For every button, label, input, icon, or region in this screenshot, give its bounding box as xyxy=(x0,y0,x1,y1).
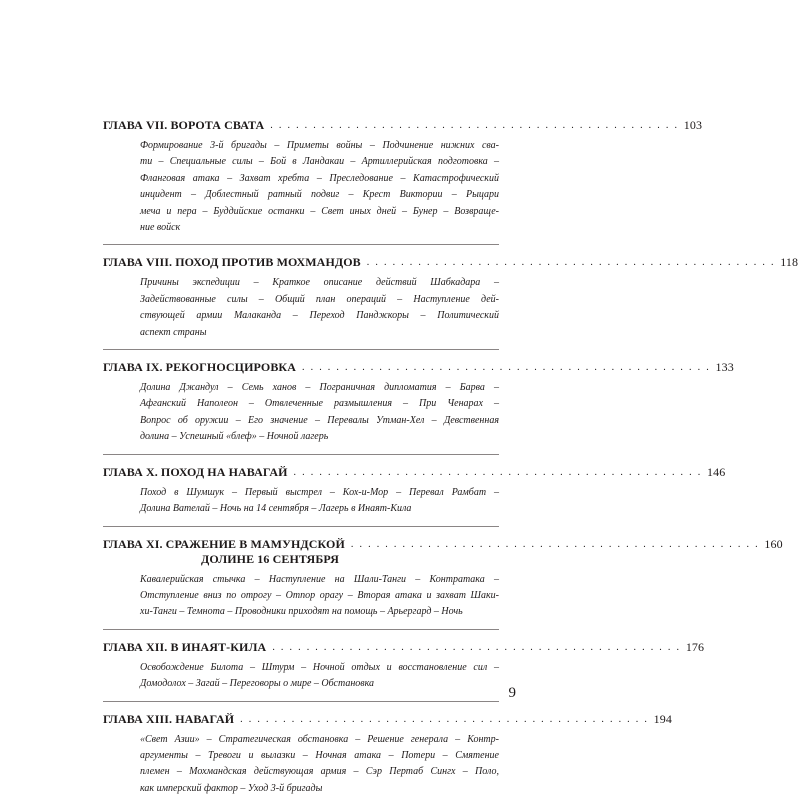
chapter-entry xyxy=(103,255,798,341)
chapter-summary xyxy=(140,138,499,236)
chapter-heading xyxy=(103,360,734,375)
dot-leader: . . . . . . . . . . . . . . . . . . . . . . . . . . . . . . . . . . . . . . . . . . . . . . . . xyxy=(302,362,711,374)
chapter-entry xyxy=(103,711,672,797)
chapter-entry xyxy=(103,118,703,236)
chapter-summary xyxy=(140,732,499,797)
summary-line: инцидент – Доблестный ратный подвиг – Крест Виктории – Рыцари xyxy=(140,189,499,201)
chapter-summary xyxy=(140,275,499,341)
page-number: 160 xyxy=(764,536,783,551)
summary-line: ствующей армии Малаканда – Переход Панджкоры – Политический xyxy=(140,310,499,322)
chapter-title: ГЛАВА X. ПОХОД НА НАВАГАЙ xyxy=(103,464,288,479)
chapter-title: ГЛАВА XII. В ИНАЯТ-КИЛА xyxy=(103,639,267,654)
chapter-summary xyxy=(140,380,499,446)
chapter-title: ГЛАВА IX. РЕКОГНОСЦИРОВКА xyxy=(103,360,296,375)
summary-line: Задействованные силы – Общий план операций – Наступление дей- xyxy=(140,293,499,305)
chapter-summary xyxy=(140,485,499,518)
divider xyxy=(103,526,499,527)
summary-line: Причины экспедиции – Краткое описание действий Шабкадара – xyxy=(140,277,499,289)
divider xyxy=(103,701,499,702)
chapter-heading xyxy=(103,255,798,270)
chapter-summary xyxy=(140,572,499,621)
table-of-contents xyxy=(103,118,798,797)
summary-line: хи-Танги – Темнота – Проводники приходят на помощь – Арьергард – Ночь xyxy=(140,606,463,618)
divider xyxy=(103,349,499,350)
dot-leader: . . . . . . . . . . . . . . . . . . . . . . . . . . . . . . . . . . . . . . . . . . . . . . . . xyxy=(350,538,760,550)
dot-leader: . . . . . . . . . . . . . . . . . . . . . . . . . . . . . . . . . . . . . . . . . . . . . . . . xyxy=(366,257,776,269)
divider xyxy=(103,244,499,245)
page-number: 118 xyxy=(780,255,798,270)
dot-leader: . . . . . . . . . . . . . . . . . . . . . . . . . . . . . . . . . . . . . . . . . . . . . . . . xyxy=(270,120,679,131)
summary-line: как имперский фактор – Уход 3-й бригады xyxy=(140,782,323,794)
summary-line: Формирование 3-й бригады – Приметы войны – Подчинение нижних сва- xyxy=(140,140,499,151)
summary-line: племен – Мохмандская действующая армия – Сэр Пертаб Сингх – Поло, xyxy=(140,766,499,778)
chapter-entry xyxy=(103,536,783,621)
summary-line: Отступление вниз по отрогу – Отпор орагу – Вторая атака и захват Шаки- xyxy=(140,589,499,601)
summary-line: Фланговая атака – Захват хребта – Преследование – Катастрофический xyxy=(140,172,499,184)
page-number: 194 xyxy=(653,711,672,726)
page-folio-number: 9 xyxy=(508,685,516,701)
summary-line: «Свет Азии» – Стратегическая обстановка – Решение генерала – Контр- xyxy=(140,733,499,745)
chapter-heading xyxy=(103,118,703,133)
chapter-title: ГЛАВА XIII. НАВАГАЙ xyxy=(103,711,235,726)
summary-line: аспект страны xyxy=(140,326,207,338)
chapter-title xyxy=(103,537,345,567)
divider xyxy=(103,454,499,455)
summary-line: Кавалерийская стычка – Наступление на Шали-Танги – Контратака – xyxy=(140,573,499,585)
chapter-title-line: ДОЛИНЕ 16 СЕНТЯБРЯ xyxy=(201,551,339,566)
summary-line: ние войск xyxy=(140,222,181,234)
summary-line: аргументы – Тревоги и вылазки – Ночная атака – Потери – Смятение xyxy=(140,749,499,761)
summary-line: меча и пера – Буддийские останки – Свет иных дней – Бунер – Возвраще- xyxy=(140,205,499,217)
chapter-title-line: ГЛАВА XI. СРАЖЕНИЕ В МАМУНДСКОЙ xyxy=(103,536,345,551)
divider xyxy=(103,629,499,630)
page-number: 133 xyxy=(715,360,734,375)
summary-line: Поход в Шумшук – Первый выстрел – Кох-и-Мор – Перевал Рамбат – xyxy=(140,486,499,498)
chapter-entry xyxy=(103,464,726,518)
summary-line: ти – Специальные силы – Бой в Ландакаи – Артиллерийская подготовка – xyxy=(140,156,499,168)
chapter-heading xyxy=(103,536,783,567)
chapter-heading xyxy=(103,711,672,727)
chapter-heading xyxy=(103,639,705,655)
dot-leader: . . . . . . . . . . . . . . . . . . . . . . . . . . . . . . . . . . . . . . . . . . . . . . . . xyxy=(240,713,649,725)
page-number: 176 xyxy=(685,639,705,654)
summary-line: долина – Успешный «блеф» – Ночной лагерь xyxy=(140,431,329,443)
chapter-summary xyxy=(140,660,499,693)
chapter-heading xyxy=(103,464,726,480)
summary-line: Долина Джандул – Семь ханов – Пограничная дипломатия – Барва – xyxy=(140,382,499,394)
summary-line: Долина Вателай – Ночь на 14 сентября – Лагерь в Инаят-Кила xyxy=(140,503,412,515)
summary-line: Афганский Наполеон – Отвлеченные размышления – При Ченарах – xyxy=(140,398,499,410)
page-number: 146 xyxy=(707,464,726,479)
chapter-entry xyxy=(103,639,705,693)
page-number: 103 xyxy=(683,118,703,132)
dot-leader: . . . . . . . . . . . . . . . . . . . . . . . . . . . . . . . . . . . . . . . . . . . . . . . . xyxy=(272,641,681,653)
summary-line: Вопрос об оружии – Его значение – Перевалы Утман-Хел – Девственная xyxy=(140,414,499,426)
chapter-entry xyxy=(103,360,734,446)
summary-line: Домодолох – Загай – Переговоры о мире – Обстановка xyxy=(140,678,375,690)
summary-line: Освобождение Билота – Штурм – Ночной отдых и восстановление сил – xyxy=(140,661,499,673)
chapter-title: ГЛАВА VIII. ПОХОД ПРОТИВ МОХМАНДОВ xyxy=(103,255,361,270)
dot-leader: . . . . . . . . . . . . . . . . . . . . . . . . . . . . . . . . . . . . . . . . . . . . . . . . xyxy=(293,466,703,478)
chapter-title: ГЛАВА VII. ВОРОТА СВАТА xyxy=(103,118,265,132)
